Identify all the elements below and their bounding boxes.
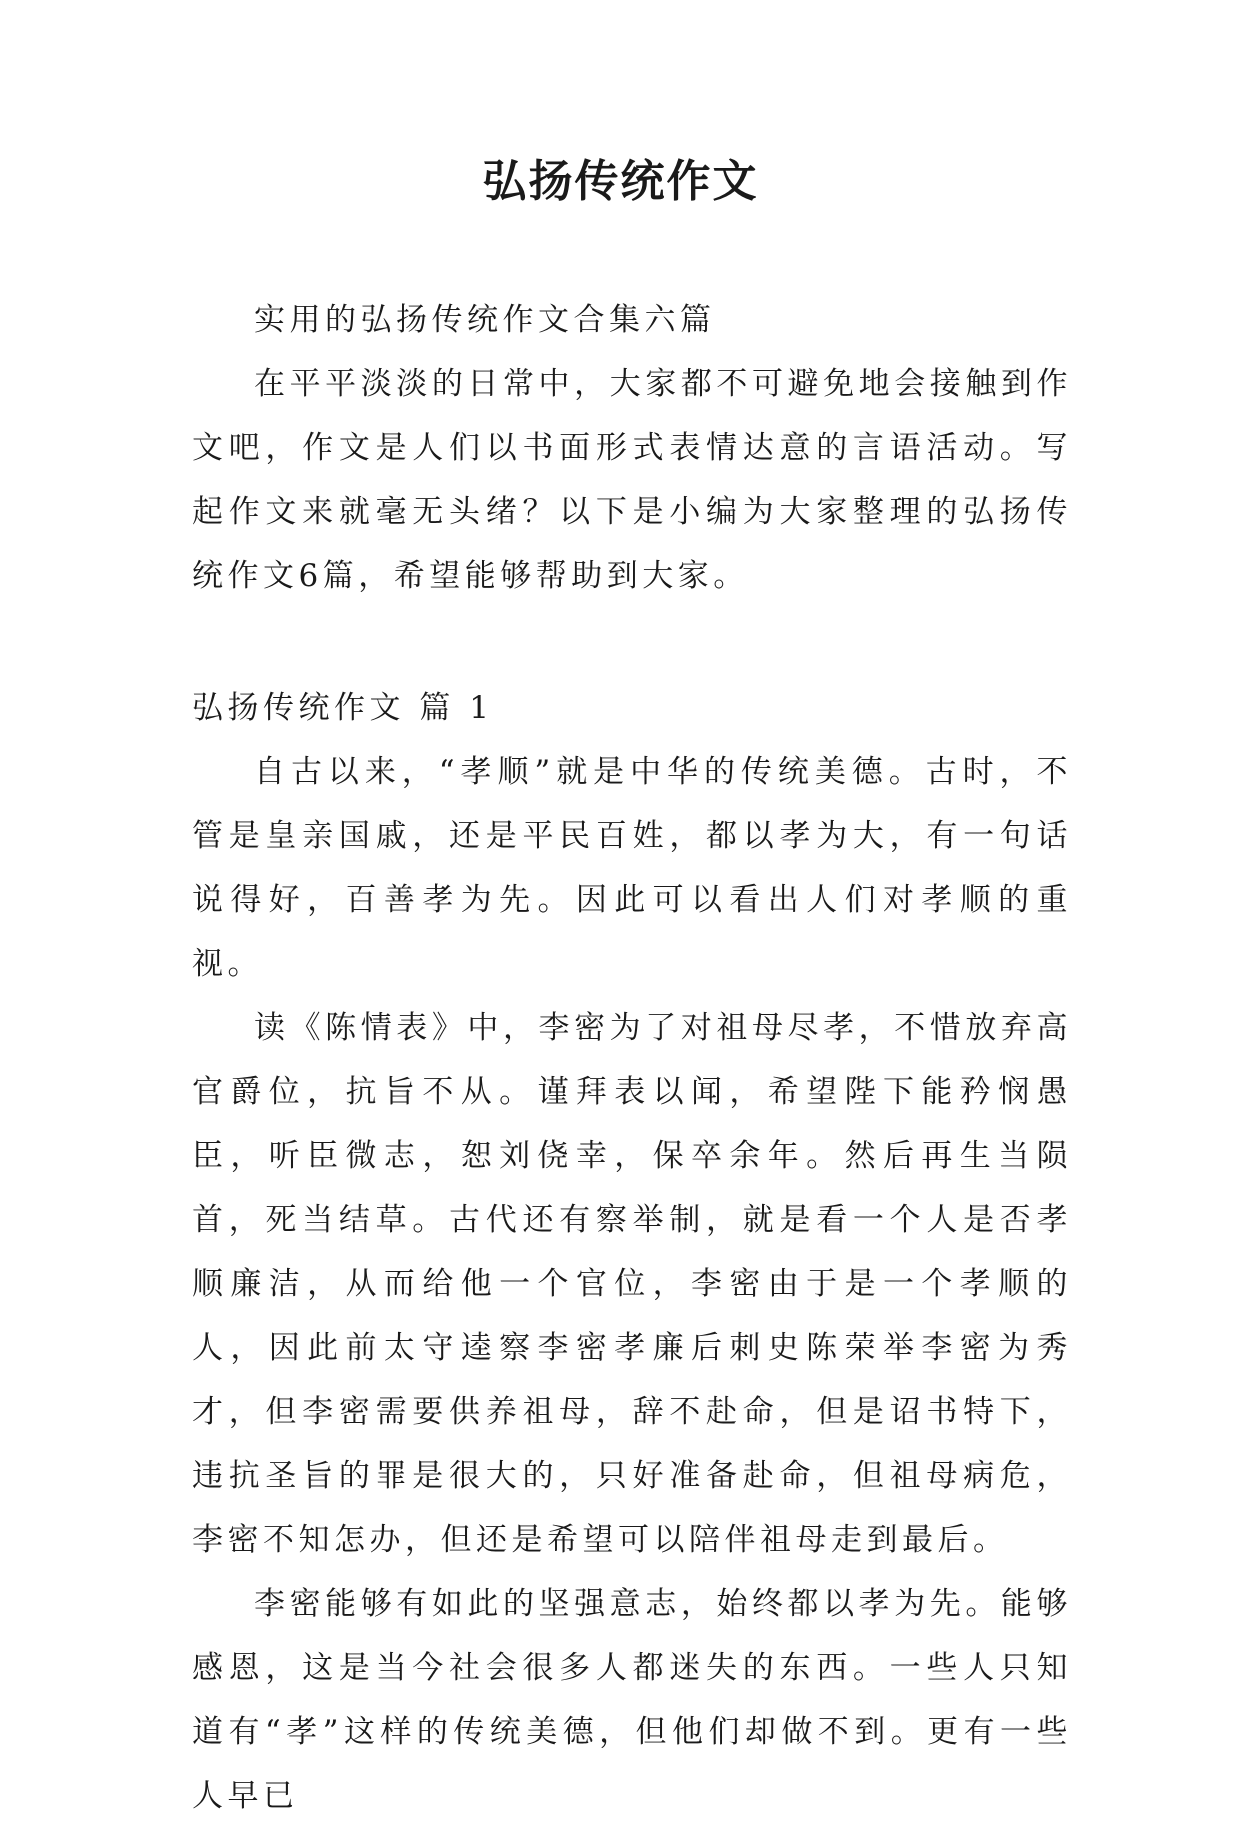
section-paragraph: 读《陈情表》中，李密为了对祖母尽孝，不惜放弃高官爵位，抗旨不从。谨拜表以闻，希望陛下能矜悯愚臣，听臣微志，恕刘侥幸，保卒余年。然后再生当陨首，死当结草。古代还有察举制，就是看一个人是否孝顺廉洁，从而给他一个官位，李密由于是一个孝顺的人，因此前太守逵察李密孝廉后刺史陈荣举李密为秀才，但李密需要供养祖母，辞不赴命，但是诏书特下，违抗圣旨的罪是很大的，只好准备赴命，但祖母病危，李密不知怎办，但还是希望可以陪伴祖母走到最后。 (192, 1010, 1072, 1558)
document-body (192, 288, 1072, 1828)
section-paragraph: 自古以来，“孝顺”就是中华的传统美德。古时，不管是皇亲国戚，还是平民百姓，都以孝为大，有一句话说得好，百善孝为先。因此可以看出人们对孝顺的重视。 (192, 754, 1072, 982)
section-paragraph: 李密能够有如此的坚强意志，始终都以孝为先。能够感恩，这是当今社会很多人都迷失的东西。一些人只知道有“孝”这样的传统美德，但他们却做不到。更有一些人早已 (192, 1586, 1072, 1814)
section-spacer (192, 608, 1072, 676)
document-title: 弘扬传统作文 (482, 156, 759, 207)
intro-paragraph: 在平平淡淡的日常中，大家都不可避免地会接触到作文吧，作文是人们以书面形式表情达意的言语活动。写起作文来就毫无头绪？以下是小编为大家整理的弘扬传统作文6篇，希望能够帮助到大家。 (192, 366, 1072, 594)
section-heading: 弘扬传统作文 篇 1 (192, 690, 494, 726)
intro-subtitle: 实用的弘扬传统作文合集六篇 (254, 302, 716, 338)
